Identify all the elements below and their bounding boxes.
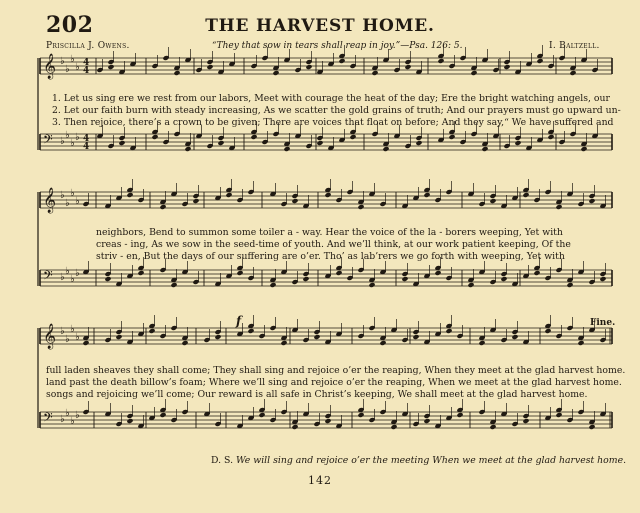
note-head (588, 198, 595, 204)
note-head (104, 276, 111, 282)
ds-direction (211, 455, 626, 466)
note-head (423, 192, 430, 198)
bass-clef: 𝄢 (43, 268, 53, 286)
flat-sign: ♭ (65, 408, 70, 419)
note-head (283, 146, 290, 152)
flat-sign: ♭ (65, 130, 70, 141)
note-head (544, 328, 551, 334)
note-head (258, 412, 265, 418)
flat-sign: ♭ (60, 56, 65, 67)
ds-abbreviation: D. S. (211, 455, 234, 466)
note-head (481, 146, 488, 152)
note-head (445, 328, 452, 334)
note-head (236, 270, 243, 276)
flat-sign: ♭ (70, 54, 75, 65)
note-head (588, 424, 595, 430)
note-head (357, 412, 364, 418)
note-head (151, 134, 158, 140)
note-head (305, 64, 312, 70)
note-head (533, 270, 540, 276)
note-head (159, 412, 166, 418)
note-head (225, 192, 232, 198)
note-head (434, 270, 441, 276)
note-head (126, 418, 133, 424)
note-head (335, 270, 342, 276)
note-head (404, 64, 411, 70)
hymn-composer: I. Baltzell. (549, 41, 600, 51)
flat-sign: ♭ (65, 334, 70, 345)
dynamic-forte: f (236, 314, 242, 328)
note-head (313, 334, 320, 340)
flat-sign: ♭ (60, 136, 65, 147)
time-signature: 4 (83, 58, 90, 68)
note-head (247, 328, 254, 334)
scripture-reference: “They that sow in tears shall reap in joy.”—Psa. 126: 5. (212, 41, 463, 51)
note-head (423, 418, 430, 424)
note-head (566, 282, 573, 288)
note-head (324, 192, 331, 198)
note-head (349, 134, 356, 140)
note-head (368, 282, 375, 288)
note-head (357, 204, 364, 210)
flat-sign: ♭ (65, 64, 70, 75)
note-head (291, 198, 298, 204)
note-head (371, 70, 378, 76)
time-signature: 4 (83, 134, 90, 144)
note-head (514, 140, 521, 146)
note-head (118, 140, 125, 146)
flat-sign: ♭ (60, 272, 65, 283)
lyric-verse-3-line-3: songs and rejoicing we’ll come; Our reward is all safe in Christ’s keeping, We shall meet at the glad harvest home. (46, 389, 588, 400)
treble-clef: 𝄞 (43, 188, 57, 213)
flat-sign: ♭ (70, 324, 75, 335)
note-head (467, 282, 474, 288)
note-head (456, 412, 463, 418)
note-head (302, 276, 309, 282)
note-head (159, 204, 166, 210)
note-head (126, 192, 133, 198)
flat-sign: ♭ (75, 410, 80, 421)
flat-sign: ♭ (75, 62, 80, 73)
note-head (382, 146, 389, 152)
lyric-verse-2-line-3: land past the death billow’s foam; Where we’ll sing and rejoice o’er the reaping, When we meet at the glad harvest home. (46, 377, 622, 388)
lyric-verse-3-line-2: striv - en, But the days of our suffering are o’er. Tho’ as lab’rers we go forth with weeping, Yet with (96, 251, 565, 262)
lyric-verse-3-line-1: 3. Then rejoice, there’s a crown to be given; There are voices that float on before; And they say,“ We have suffered and (52, 117, 614, 128)
note-head (448, 134, 455, 140)
note-head (173, 70, 180, 76)
note-head (250, 134, 257, 140)
note-head (107, 64, 114, 70)
flat-sign: ♭ (70, 188, 75, 199)
note-head (577, 340, 584, 346)
note-head (522, 192, 529, 198)
fine-marking: Fine. (590, 318, 616, 328)
note-head (115, 334, 122, 340)
note-head (555, 412, 562, 418)
note-head (170, 282, 177, 288)
lyric-verse-1-line-1: 1. Let us sing ere we rest from our labors, Meet with courage the heat of the day; Ere the bright watching angels, our (52, 93, 610, 104)
bass-clef: 𝄢 (43, 410, 53, 428)
flat-sign: ♭ (70, 274, 75, 285)
ds-text: We will sing and rejoice o’er the meeting When we meet at the glad harvest home. (236, 455, 627, 466)
note-head (580, 146, 587, 152)
lyric-verse-2-line-2: creas - ing, As we sow in the seed-time of youth. And we’ll think, at our work patient keeping, Of the (96, 239, 571, 250)
treble-clef: 𝄞 (43, 324, 57, 349)
note-head (555, 204, 562, 210)
note-head (316, 140, 323, 146)
time-signature: 4 (83, 142, 90, 152)
flat-sign: ♭ (60, 190, 65, 201)
flat-sign: ♭ (70, 138, 75, 149)
note-head (291, 424, 298, 430)
hymn-author: Priscilla J. Owens. (46, 41, 130, 51)
lyric-verse-1-line-2: neighbors, Bend to summon some toiler a - way. Hear the voice of the la - borers weeping, Yet with (96, 227, 563, 238)
note-head (478, 340, 485, 346)
note-head (184, 146, 191, 152)
note-head (137, 270, 144, 276)
note-head (470, 70, 477, 76)
note-head (181, 340, 188, 346)
lyric-verse-1-line-3: full laden sheaves they shall come; They shall sing and rejoice o’er the reaping, When they meet at the glad harvest home. (46, 365, 626, 376)
note-head (500, 276, 507, 282)
note-head (272, 70, 279, 76)
note-head (547, 134, 554, 140)
note-head (437, 58, 444, 64)
note-head (503, 64, 510, 70)
hymn-number: 202 (46, 12, 94, 38)
note-head (569, 70, 576, 76)
note-head (401, 276, 408, 282)
flat-sign: ♭ (60, 326, 65, 337)
bass-clef: 𝄢 (43, 132, 53, 150)
flat-sign: ♭ (65, 198, 70, 209)
note-head (148, 328, 155, 334)
note-head (412, 334, 419, 340)
page-number: 142 (308, 474, 332, 487)
note-head (536, 58, 543, 64)
note-head (390, 424, 397, 430)
note-head (522, 418, 529, 424)
note-head (415, 140, 422, 146)
note-head (206, 64, 213, 70)
flat-sign: ♭ (60, 414, 65, 425)
hymn-title: THE HARVEST HOME. (205, 16, 435, 36)
flat-sign: ♭ (65, 266, 70, 277)
note-head (379, 340, 386, 346)
time-signature: 4 (83, 66, 90, 76)
note-head (489, 424, 496, 430)
flat-sign: ♭ (75, 132, 80, 143)
note-head (192, 198, 199, 204)
note-head (217, 140, 224, 146)
note-head (269, 282, 276, 288)
note-head (489, 198, 496, 204)
treble-clef: 𝄞 (43, 54, 57, 79)
flat-sign: ♭ (75, 196, 80, 207)
flat-sign: ♭ (75, 332, 80, 343)
note-head (338, 58, 345, 64)
note-head (280, 340, 287, 346)
note-head (214, 334, 221, 340)
flat-sign: ♭ (75, 268, 80, 279)
note-head (511, 334, 518, 340)
lyric-verse-2-line-1: 2. Let our faith burn with steady increasing, As we scatter the gold grains of truth; And our prayers must go upward un- (52, 105, 621, 116)
note-head (599, 276, 606, 282)
note-head (324, 418, 331, 424)
flat-sign: ♭ (70, 416, 75, 427)
note-head (82, 340, 89, 346)
